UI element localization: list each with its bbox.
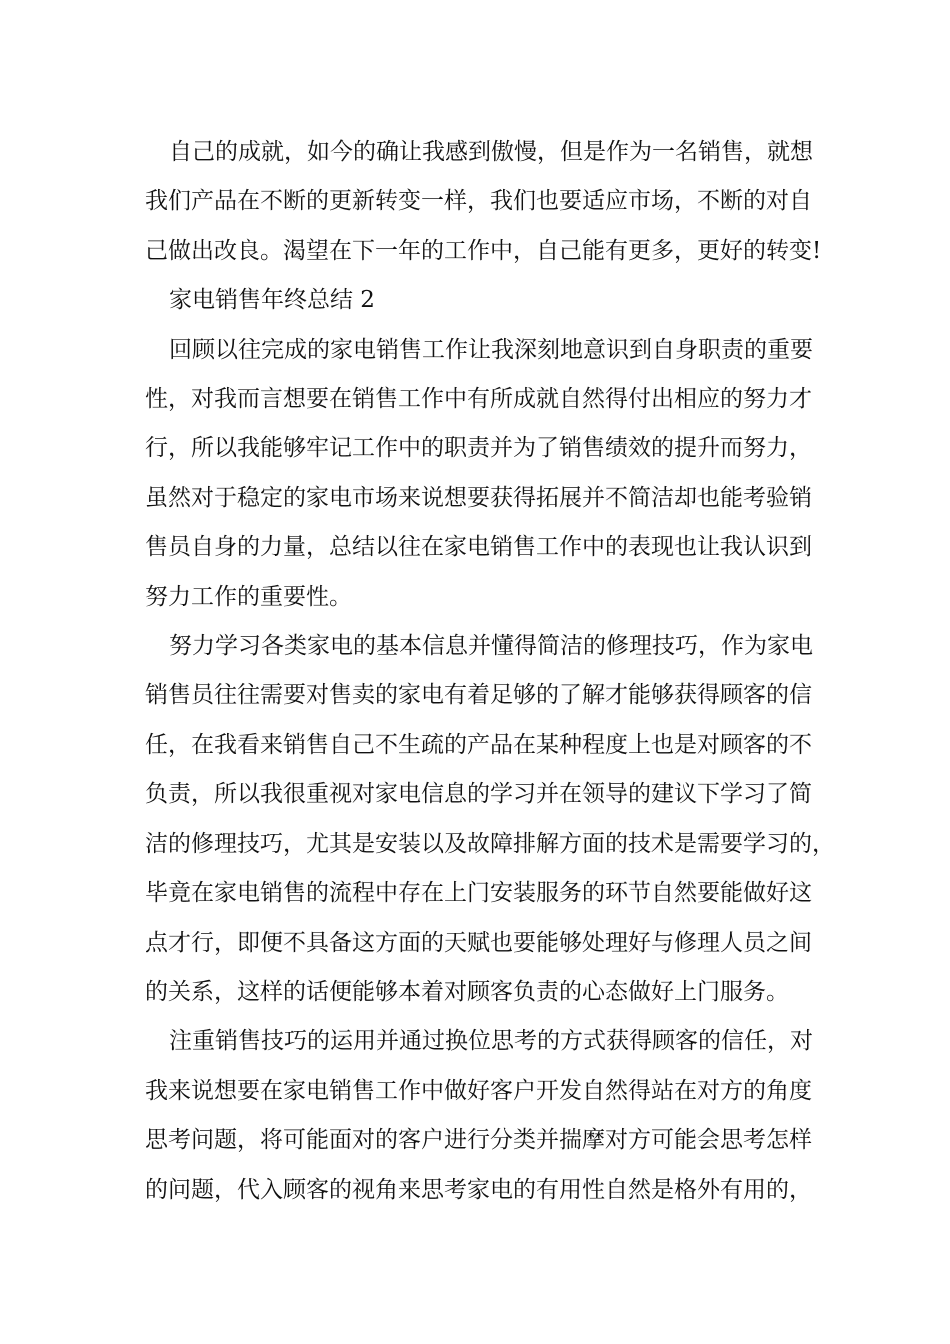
text-line: 毕竟在家电销售的流程中存在上门安装服务的环节自然要能做好这 <box>145 880 812 907</box>
text-line: 虽然对于稳定的家电市场来说想要获得拓展并不简洁却也能考验销 <box>145 484 812 511</box>
text-line: 销售员往往需要对售卖的家电有着足够的了解才能够获得顾客的信 <box>145 682 812 709</box>
text-line: 的问题，代入顾客的视角来思考家电的有用性自然是格外有用的， <box>145 1176 812 1203</box>
paragraph-4 <box>145 1017 825 1215</box>
paragraph-3 <box>145 622 835 1017</box>
heading-text: 家电销售年终总结 2 <box>169 287 375 314</box>
document-body <box>145 128 835 1215</box>
text-line: 注重销售技巧的运用并通过换位思考的方式获得顾客的信任，对 <box>169 1028 813 1055</box>
text-line: 回顾以往完成的家电销售工作让我深刻地意识到自身职责的重要 <box>169 336 813 363</box>
text-line: 己做出改良。渴望在下一年的工作中，自己能有更多，更好的转变! <box>145 237 822 264</box>
text-line: 我们产品在不断的更新转变一样，我们也要适应市场，不断的对自 <box>145 188 812 215</box>
text-line: 洁的修理技巧，尤其是安装以及故障排解方面的技术是需要学习的， <box>145 830 835 857</box>
section-heading <box>145 276 825 325</box>
text-line: 我来说想要在家电销售工作中做好客户开发自然得站在对方的角度 <box>145 1077 812 1104</box>
paragraph-1 <box>145 128 825 276</box>
text-line: 努力学习各类家电的基本信息并懂得简洁的修理技巧，作为家电 <box>169 633 813 660</box>
paragraph-2 <box>145 326 825 622</box>
text-line: 努力工作的重要性。 <box>145 583 352 610</box>
text-line: 的关系，这样的话便能够本着对顾客负责的心态做好上门服务。 <box>145 978 789 1005</box>
text-line: 点才行，即便不具备这方面的天赋也要能够处理好与修理人员之间 <box>145 929 812 956</box>
text-line: 任，在我看来销售自己不生疏的产品在某种程度上也是对顾客的不 <box>145 731 812 758</box>
text-line: 负责，所以我很重视对家电信息的学习并在领导的建议下学习了简 <box>145 781 812 808</box>
text-line: 售员自身的力量，总结以往在家电销售工作中的表现也让我认识到 <box>145 534 812 561</box>
text-line: 自己的成就，如今的确让我感到傲慢，但是作为一名销售，就想 <box>169 139 813 165</box>
text-line: 行，所以我能够牢记工作中的职责并为了销售绩效的提升而努力， <box>145 435 812 462</box>
text-line: 思考问题，将可能面对的客户进行分类并揣摩对方可能会思考怎样 <box>145 1127 812 1154</box>
text-line: 性，对我而言想要在销售工作中有所成就自然得付出相应的努力才 <box>145 386 812 413</box>
